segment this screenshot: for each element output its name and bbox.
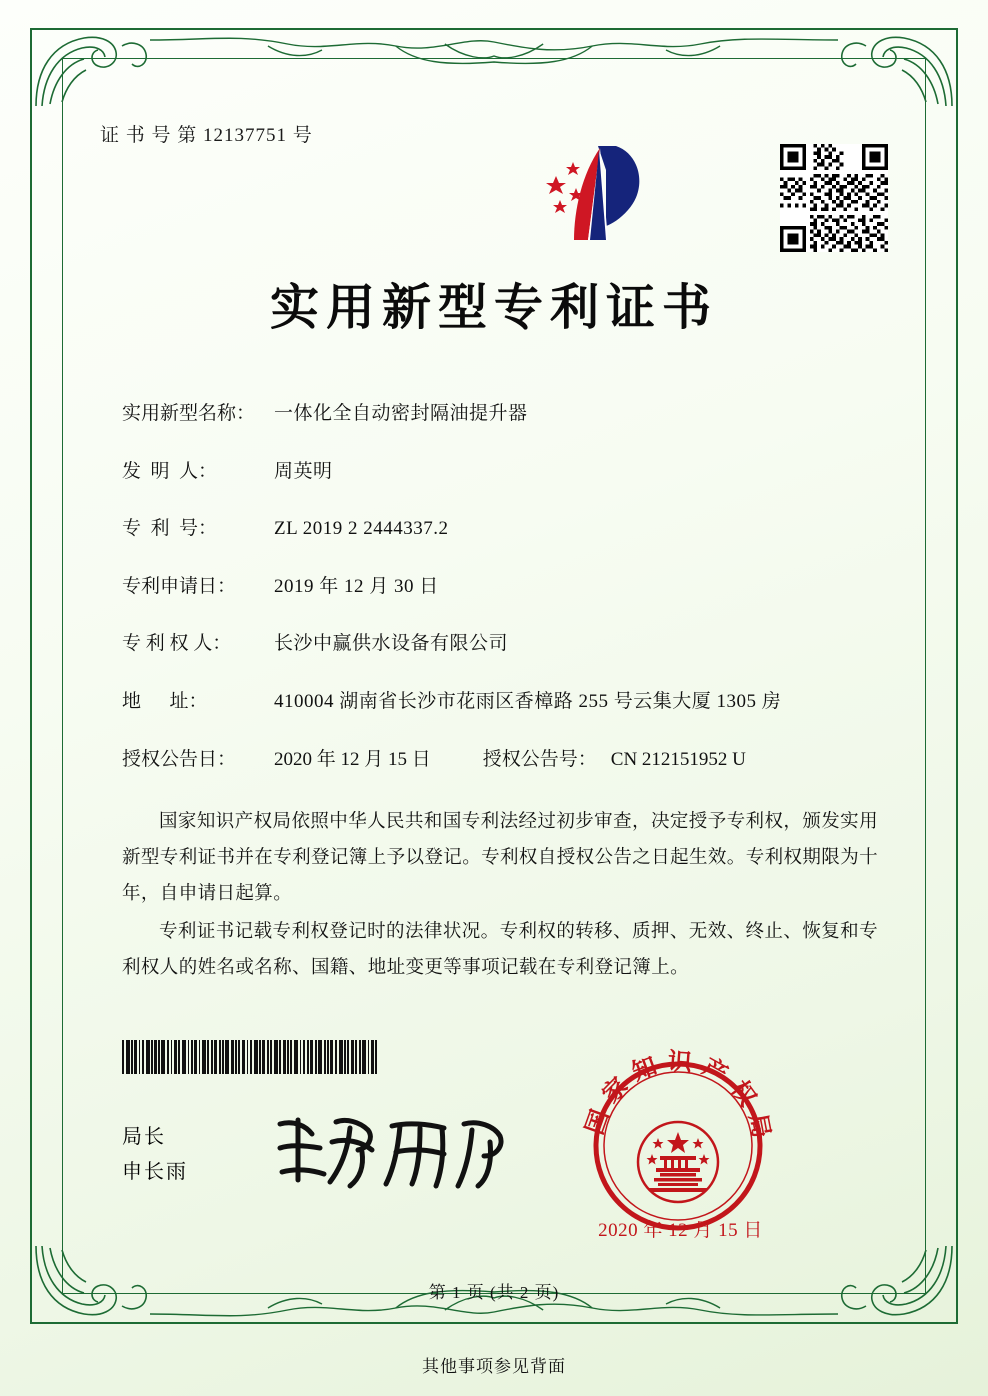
handwritten-signature (268, 1108, 508, 1198)
field-row (122, 574, 888, 601)
announcement-date-value: 2020 年 12 月 15 日 (274, 748, 431, 770)
announcement-date-label: 授权公告日： (122, 748, 237, 770)
field-row (122, 689, 888, 716)
field-label: 发 明 人： (122, 460, 218, 482)
barcode (122, 1040, 384, 1074)
field-row (122, 459, 888, 486)
director-name-label: 申长雨 (122, 1161, 188, 1183)
field-label: 专利申请日： (122, 575, 237, 597)
paragraph: 专利证书记载专利权登记时的法律状况。专利权的转移、质押、无效、终止、恢复和专利权人的姓名或名称、国籍、地址变更等事项记载在专利登记簿上。 (122, 922, 878, 979)
field-value: 410004 湖南省长沙市花雨区香樟路 255 号云集大厦 1305 房 (274, 690, 782, 712)
field-value: 一体化全自动密封隔油提升器 (274, 403, 528, 424)
seal-date: 2020 年 12 月 15 日 (598, 1220, 763, 1241)
field-row (122, 516, 888, 543)
legal-text (100, 804, 888, 986)
field-value: 周英明 (274, 460, 333, 482)
director-title-label: 局长 (122, 1126, 166, 1148)
field-value: ZL 2019 2 2444337.2 (274, 518, 449, 540)
announcement-row (122, 747, 888, 774)
certificate-content (100, 120, 888, 988)
signature-block (122, 1120, 188, 1190)
announcement-number-value: CN 212151952 U (610, 748, 746, 770)
field-label: 地 址： (122, 690, 208, 712)
field-row (122, 631, 888, 658)
footer-note: 其他事项参见背面 (422, 1357, 566, 1376)
field-value: 2019 年 12 月 30 日 (274, 575, 439, 597)
page-title: 实用新型专利证书 (269, 278, 718, 336)
paragraph: 国家知识产权局依照中华人民共和国专利法经过初步审查，决定授予专利权，颁发实用新型专利证书并在专利登记簿上予以登记。专利权自授权公告之日起生效。专利权期限为十年，自申请日起算。 (122, 812, 879, 905)
field-row (122, 401, 888, 428)
field-label: 实用新型名称： (122, 403, 256, 424)
field-value: 长沙中赢供水设备有限公司 (274, 633, 509, 655)
svg-text:国家知识产权局: 国家知识产权局 (579, 1046, 779, 1150)
certificate-number: 证 书 号 第 12137751 号 (100, 125, 313, 146)
field-label: 专 利 号： (122, 518, 218, 540)
qr-code-icon (780, 144, 888, 252)
field-list (100, 401, 888, 773)
field-label: 专 利 权 人： (122, 633, 232, 655)
cnipa-logo-icon (520, 140, 670, 255)
page-number: 第 1 页 (共 2 页) (428, 1283, 560, 1302)
announcement-number-label: 授权公告号： (482, 748, 597, 770)
